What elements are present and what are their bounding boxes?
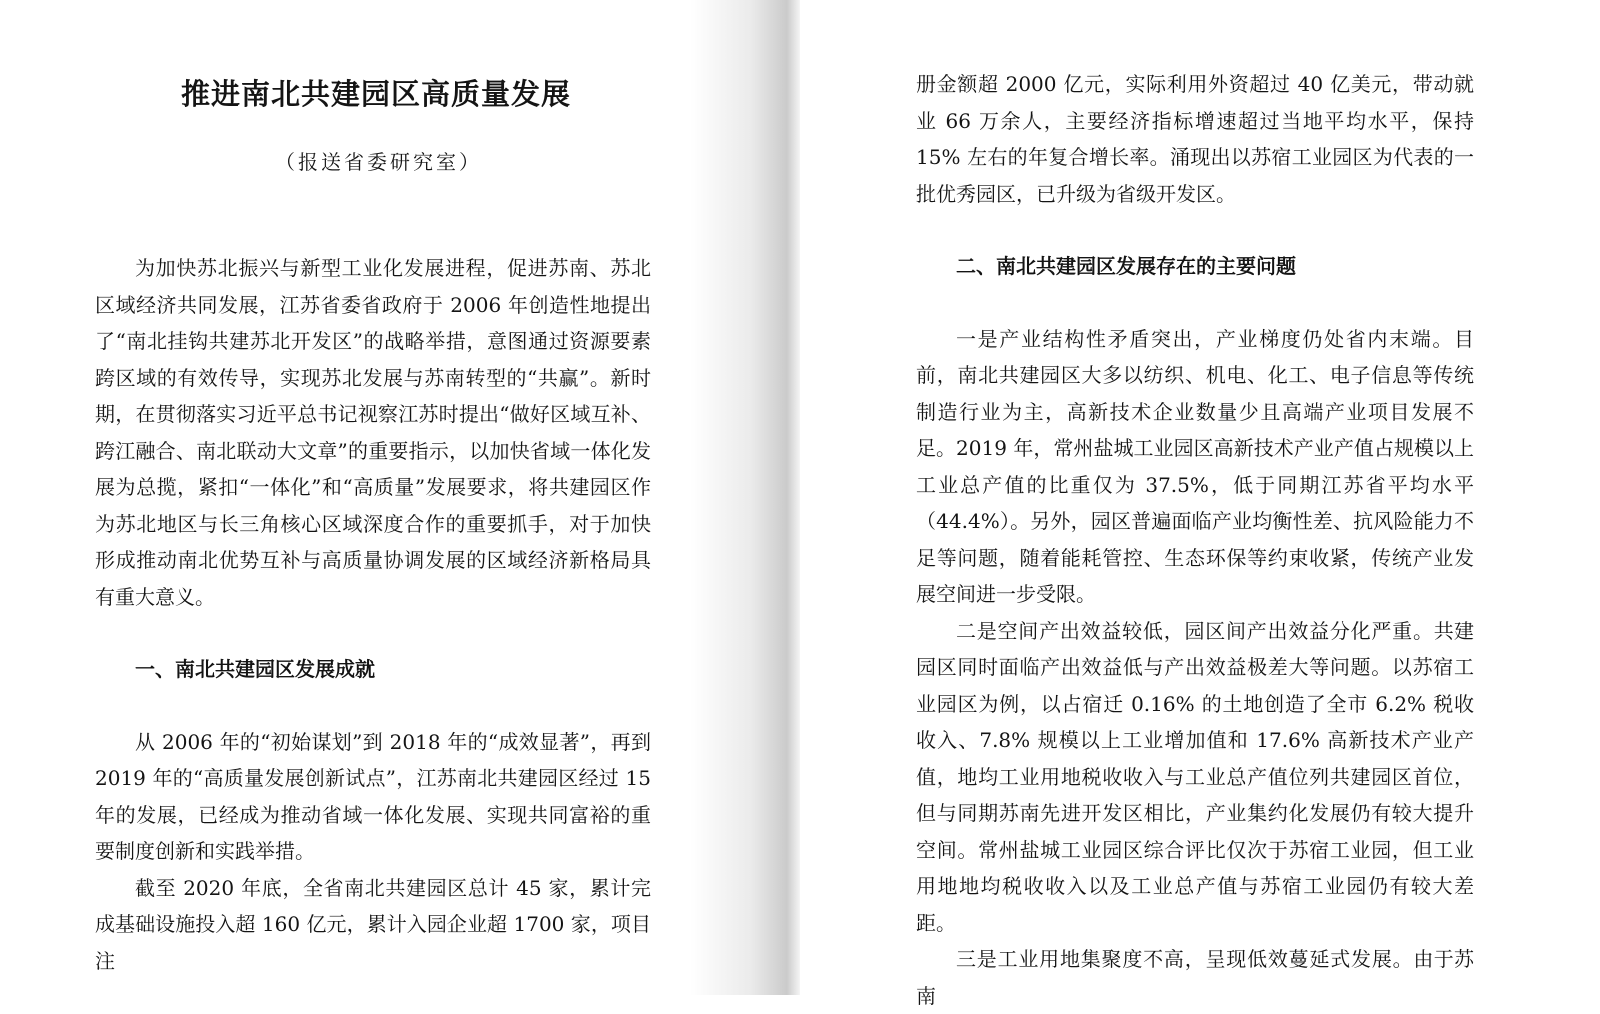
problem-3-body: 由于苏南 — [916, 947, 1475, 1008]
problem-2-lead: 二是空间产出效益较低，园区间产出效益分化严重。 — [956, 618, 1434, 643]
right-text-flow — [916, 66, 1474, 1014]
problem-1-lead: 一是产业结构性矛盾突出，产业梯度仍处省内末端。 — [956, 326, 1454, 351]
problem-paragraph-1 — [916, 321, 1474, 613]
page-title: 推进南北共建园区高质量发展 — [181, 77, 572, 111]
page-subtitle: （报送省委研究室） — [275, 150, 482, 174]
problem-2-body: 共建园区同时面临产出效益低与产出效益极差大等问题。以苏宿工业园区为例，以占宿迁 0.16% 的土地创造了全市 6.2% 税收收入、7.8% 规模以上工业增加值和 17.6% 高新技术产业产值，地均工业用地税收收入与工业总产值位列共建园区首位，但与同期苏南先进开发区相比，产业集约化发展仍有较大提升空间。常州盐城工业园区综合评比仅次于苏宿工业园，但工业用地地均税收收入以及工业总产值与苏宿工业园仍有较大差距。 — [916, 618, 1475, 935]
problem-paragraph-3 — [916, 941, 1474, 1014]
left-page — [0, 0, 780, 995]
achievements-paragraph-2: 截至 2020 年底，全省南北共建园区总计 45 家，累计完成基础设施投入超 160 亿元，累计入园企业超 1700 家，项目注 — [95, 875, 651, 973]
section-heading-achievements: 一、南北共建园区发展成就 — [135, 657, 375, 681]
problem-1-body: 目前，南北共建园区大多以纺织、机电、化工、电子信息等传统制造行业为主，高新技术企业数量少且高端产业项目发展不足。2019 年，常州盐城工业园区高新技术产业产值占规模以上工业总产值的比重仅为 37.5%，低于同期江苏省平均水平（44.4%）。另外，园区普遍面临产业均衡性差、抗风险能力不足等问题，随着能耗管控、生态环保等约束收紧，传统产业发展空间进一步受限。 — [916, 326, 1474, 606]
continuation-paragraph: 册金额超 2000 亿元，实际利用外资超过 40 亿美元，带动就业 66 万余人，主要经济指标增速超过当地平均水平，保持 15% 左右的年复合增长率。涌现出以苏宿工业园区为代表的一批优秀园区，已升级为省级开发区。 — [916, 72, 1474, 206]
problem-paragraph-2 — [916, 613, 1474, 942]
intro-paragraph: 为加快苏北振兴与新型工业化发展进程，促进苏南、苏北区域经济共同发展，江苏省委省政府于 2006 年创造性地提出了“南北挂钩共建苏北开发区”的战略举措，意图通过资源要素跨区域的有效传导，实现苏北发展与苏南转型的“共赢”。新时期，在贯彻落实习近平总书记视察江苏时提出“做好区域互补、跨江融合、南北联动大文章”的重要指示，以加快省域一体化发展为总揽，紧扣“一体化”和“高质量”发展要求，将共建园区作为苏北地区与长三角核心区域深度合作的重要抓手，对于加快形成推动南北优势互补与高质量协调发展的区域经济新格局具有重大意义。 — [95, 256, 651, 609]
section-heading-problems: 二、南北共建园区发展存在的主要问题 — [956, 254, 1296, 278]
achievements-paragraph-1: 从 2006 年的“初始谋划”到 2018 年的“成效显著”，再到 2019 年的“高质量发展创新试点”，江苏南北共建园区经过 15 年的发展，已经成为推动省域一体化发展、实现共同富裕的重要制度创新和实践举措。 — [95, 729, 651, 863]
problem-3-lead: 三是工业用地集聚度不高，呈现低效蔓延式发展。 — [956, 947, 1414, 971]
left-text-flow — [95, 250, 651, 979]
right-page — [780, 0, 1600, 1008]
